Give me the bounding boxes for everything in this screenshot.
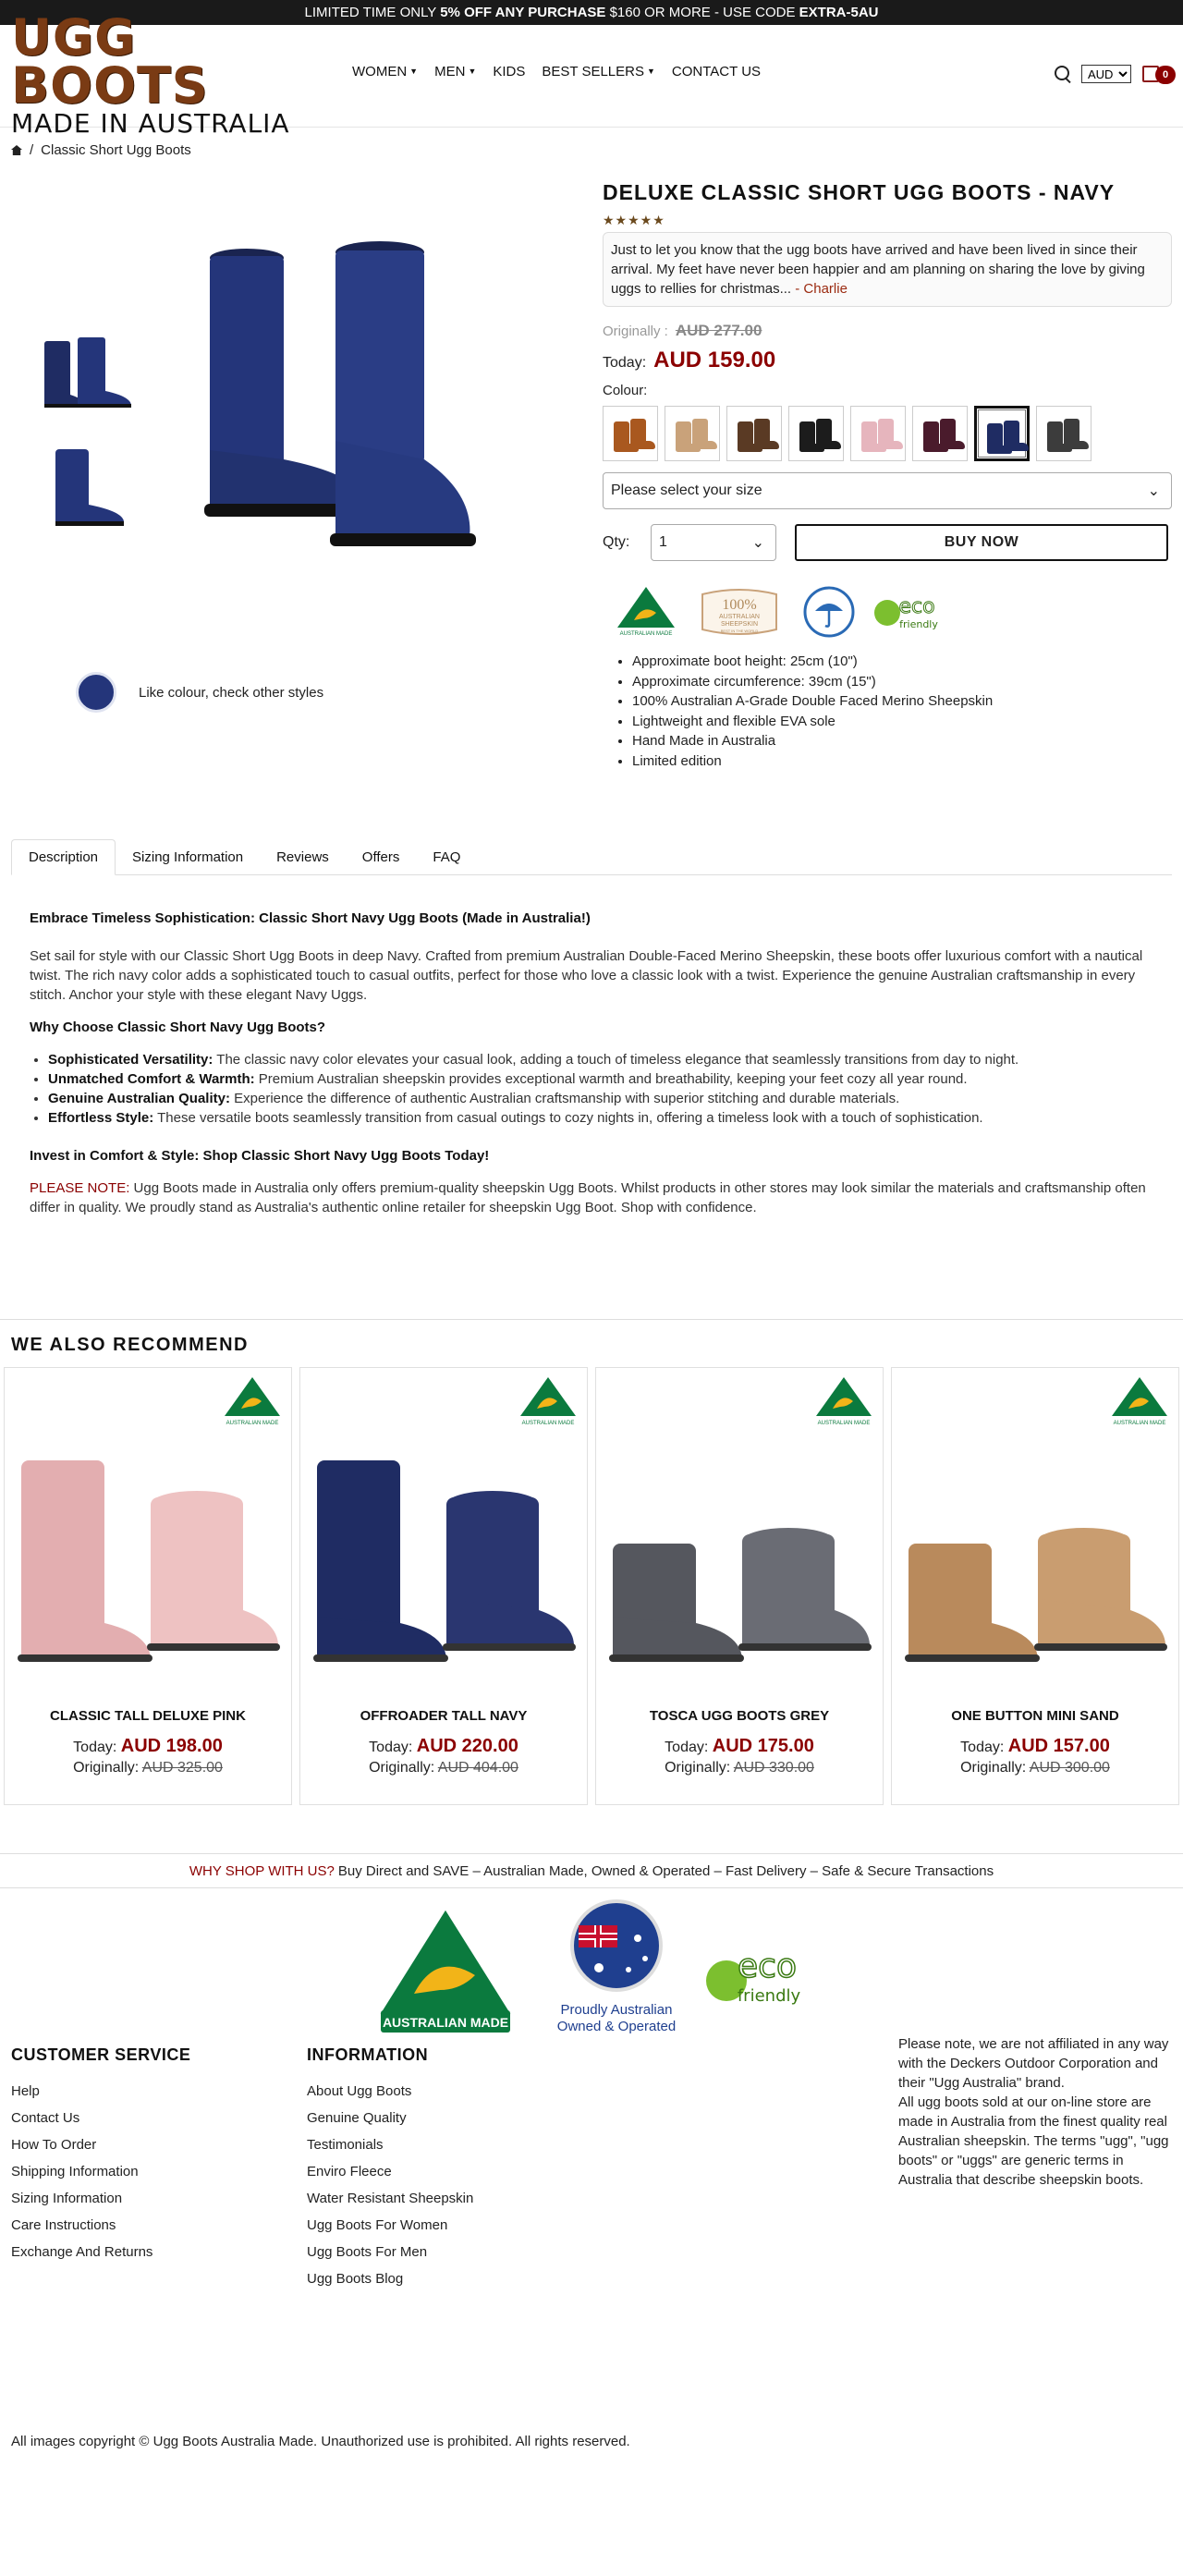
please-note-text: Ugg Boots made in Australia only offers premium-quality sheepskin Ugg Boots. Whilst products in other stores may look similar the materials and craftsmanship often differ in quality. We proudly stand as Australia's authentic online retailer for sheepskin Ugg Boot. Shop with confidence.	[30, 1180, 1146, 1215]
main-nav	[344, 64, 769, 79]
original-price: AUD 330.00	[733, 1760, 814, 1776]
nav-men-label: MEN	[434, 63, 466, 79]
badge-eco-text: eco	[898, 595, 935, 618]
caret-down-icon: ▼	[468, 67, 477, 76]
product-card-image	[899, 1442, 1171, 1673]
boot-shape	[816, 441, 841, 449]
information-title: INFORMATION	[307, 2045, 429, 2064]
original-label: Originally:	[73, 1760, 140, 1776]
product-card-original	[300, 1760, 587, 1776]
trust-badges	[603, 585, 1172, 639]
other-styles-link[interactable]	[76, 672, 323, 713]
badge-sheep-aus: AUSTRALIAN	[719, 614, 760, 620]
point-text: The classic navy color elevates your casual look, adding a touch of timeless elegance that seamlessly transitions from day to night.	[213, 1052, 1019, 1068]
product-card-image	[308, 1442, 579, 1673]
site-logo[interactable]	[11, 8, 318, 139]
copyright: All images copyright © Ugg Boots Australia Made. Unauthorized use is prohibited. All rights reserved.	[11, 2434, 630, 2449]
today-label: Today:	[960, 1740, 1005, 1755]
colour-swatches	[603, 406, 1172, 461]
boot-shape	[630, 441, 655, 449]
size-select[interactable]	[603, 472, 1172, 509]
product-section	[0, 173, 1183, 838]
description-heading: Embrace Timeless Sophistication: Classic Short Navy Ugg Boots (Made in Australia!)	[30, 910, 591, 926]
product-card[interactable]	[891, 1367, 1179, 1805]
tab-faq[interactable]: FAQ	[433, 848, 461, 865]
colour-swatch[interactable]	[850, 406, 906, 461]
product-card-original	[596, 1760, 883, 1776]
main-product-image[interactable]	[191, 238, 487, 570]
review-text: Just to let you know that the ugg boots have arrived and have been lived in since their arrival. My feet have never been happier and am planning on sharing the love by giving uggs to rellies for christmas...	[611, 242, 1145, 297]
caret-down-icon: ▼	[409, 67, 419, 76]
logo-line-2: MADE IN AUSTRALIA	[11, 108, 290, 139]
description-point	[48, 1108, 1153, 1128]
site-footer	[0, 2036, 1183, 2434]
buy-now-button[interactable]: BUY NOW	[795, 524, 1168, 561]
feature-list	[603, 652, 1172, 771]
colour-swatch[interactable]	[912, 406, 968, 461]
information-column	[307, 2045, 473, 2292]
australian-made-badge	[814, 1375, 873, 1427]
nav-men[interactable]	[426, 64, 484, 79]
nav-contact-label: CONTACT US	[671, 63, 762, 79]
footer-link[interactable]: About Ugg Boots	[307, 2083, 412, 2099]
promo-code: EXTRA-5AU	[799, 5, 879, 20]
product-card[interactable]	[299, 1367, 588, 1805]
footer-link[interactable]: Enviro Fleece	[307, 2164, 392, 2179]
colour-swatch[interactable]	[603, 406, 658, 461]
product-card-today	[892, 1736, 1178, 1757]
qty-value: 1	[659, 534, 667, 550]
product-card[interactable]	[4, 1367, 292, 1805]
footer-link[interactable]: Shipping Information	[11, 2164, 139, 2179]
footer-link[interactable]: Exchange And Returns	[11, 2244, 153, 2260]
australian-made-badge	[518, 1375, 578, 1427]
point-text: Experience the difference of authentic Australian craftsmanship with superior stitching and durable materials.	[229, 1091, 900, 1106]
proudly-australian-logo	[549, 1898, 684, 2045]
tab-description[interactable]: Description	[11, 839, 116, 875]
nav-kids-label: KIDS	[493, 63, 526, 79]
original-price: AUD 404.00	[437, 1760, 518, 1776]
customer-service-title: CUSTOMER SERVICE	[11, 2045, 191, 2064]
feature-item: • Hand Made in Australia	[632, 731, 1172, 751]
customer-service-links	[11, 2078, 190, 2265]
recommend-grid	[0, 1356, 1183, 1805]
cart-count-badge: 0	[1155, 66, 1176, 84]
product-card-name[interactable]: OFFROADER TALL NAVY	[360, 1708, 528, 1724]
recommend-title: WE ALSO RECOMMEND	[11, 1335, 249, 1355]
invest-heading: Invest in Comfort & Style: Shop Classic Short Navy Ugg Boots Today!	[30, 1148, 490, 1164]
boot-shape	[940, 441, 965, 449]
product-card-image	[12, 1442, 284, 1673]
badge-am-text: AUSTRALIAN MADE	[619, 631, 673, 637]
feature-item: • Limited edition	[632, 751, 1172, 772]
tab-reviews[interactable]: Reviews	[276, 848, 329, 865]
original-label: Originally:	[960, 1760, 1027, 1776]
description-intro: Set sail for style with our Classic Short Ugg Boots in deep Navy. Crafted from premium Australian Double-Faced Merino Sheepskin, these boots offer luxurious comfort with a nautical twist. The rich navy color adds a sophisticated touch to casual outfits, perfect for those who love a classic look with a twist. Experience the genuine Australian craftsmanship in every stitch. Anchor your style with these elegant Navy Uggs.	[30, 948, 1143, 1003]
product-card[interactable]	[595, 1367, 884, 1805]
nav-women[interactable]	[344, 64, 426, 79]
point-title: Effortless Style:	[48, 1110, 154, 1126]
product-card-original	[892, 1760, 1178, 1776]
point-title: Sophisticated Versatility:	[48, 1052, 213, 1068]
point-text: Premium Australian sheepskin provides exceptional warmth and breathability, keeping your feet cozy all year round.	[254, 1071, 968, 1087]
australian-made-badge	[616, 585, 677, 639]
footer-link[interactable]: Ugg Boots For Women	[307, 2217, 448, 2233]
product-title: DELUXE CLASSIC SHORT UGG BOOTS - NAVY	[603, 180, 1116, 204]
tab-sizing-information[interactable]: Sizing Information	[132, 848, 244, 865]
search-icon[interactable]	[1054, 65, 1072, 83]
why-shop-text: Buy Direct and SAVE – Australian Made, Owned & Operated – Fast Delivery – Safe & Secure Transactions	[337, 1862, 994, 1879]
eco-friendly-logo	[702, 1929, 817, 2021]
footer-link[interactable]: Water Resistant Sheepskin	[307, 2191, 474, 2206]
badge-friendly-text: friendly	[899, 618, 938, 630]
product-gallery	[11, 173, 603, 838]
why-choose-heading: Why Choose Classic Short Navy Ugg Boots?	[30, 1019, 326, 1035]
original-price: AUD 277.00	[675, 322, 762, 339]
header-actions	[1054, 62, 1176, 86]
today-price: AUD 175.00	[712, 1736, 814, 1756]
today-price: AUD 198.00	[120, 1736, 223, 1756]
original-label: Originally:	[665, 1760, 731, 1776]
breadcrumb-separator: /	[30, 142, 34, 158]
why-shop-label: WHY SHOP WITH US?	[189, 1862, 335, 1879]
why-shop-banner	[0, 1853, 1183, 1888]
home-icon[interactable]	[11, 145, 22, 155]
qty-label: Qty:	[603, 534, 630, 550]
trust-friendly-text: friendly	[737, 1986, 801, 2006]
product-card-name[interactable]: TOSCA UGG BOOTS GREY	[649, 1708, 830, 1724]
boot-shape	[754, 441, 779, 449]
today-price-row	[603, 348, 1172, 373]
trust-proud-line-1: Proudly Australian	[560, 2002, 673, 2018]
chevron-down-icon: ⌄	[1147, 483, 1160, 499]
trust-am-text: AUSTRALIAN MADE	[382, 2015, 509, 2030]
australian-made-badge	[1110, 1375, 1169, 1427]
today-label: Today:	[73, 1740, 117, 1755]
boot-shape	[692, 441, 717, 449]
badge-am-text: AUSTRALIAN MADE	[521, 1421, 575, 1426]
feature-item: • Approximate boot height: 25cm (10")	[632, 652, 1172, 672]
feature-item: • Approximate circumference: 39cm (15")	[632, 672, 1172, 692]
description-panel	[0, 875, 1183, 1319]
promo-discount: 5% OFF ANY PURCHASE	[440, 5, 606, 20]
description-point	[48, 1050, 1153, 1069]
colour-swatch[interactable]	[974, 406, 1030, 461]
nav-contact-us[interactable]	[664, 64, 769, 79]
description-points	[30, 1050, 1153, 1128]
footer-link[interactable]: Contact Us	[11, 2110, 80, 2126]
nav-kids[interactable]	[484, 64, 533, 79]
footer-link[interactable]: Care Instructions	[11, 2217, 116, 2233]
badge-sheep-sheepskin: SHEEPSKIN	[720, 621, 759, 628]
footer-link[interactable]: Help	[11, 2083, 40, 2099]
badge-sheep-100: 100%	[722, 597, 757, 613]
footer-disclaimer	[898, 2034, 1176, 2190]
colour-swatch[interactable]	[726, 406, 782, 461]
eco-friendly-badge	[872, 585, 950, 639]
boot-shape	[1064, 441, 1089, 449]
quantity-row	[603, 524, 1172, 561]
australian-made-badge	[223, 1375, 282, 1427]
boot-shape	[1004, 443, 1029, 451]
description-point	[48, 1069, 1153, 1089]
point-title: Unmatched Comfort & Warmth:	[48, 1071, 255, 1087]
product-tabs	[11, 838, 1172, 875]
footer-link[interactable]: Sizing Information	[11, 2191, 123, 2206]
boot-shape	[878, 441, 903, 449]
original-price: AUD 325.00	[141, 1760, 223, 1776]
product-card-name[interactable]: CLASSIC TALL DELUXE PINK	[50, 1708, 246, 1724]
colour-swatch[interactable]	[665, 406, 720, 461]
product-card-name[interactable]: ONE BUTTON MINI SAND	[951, 1708, 1119, 1724]
tab-offers[interactable]: Offers	[361, 848, 400, 865]
today-price-label: Today:	[603, 355, 647, 371]
today-label: Today:	[369, 1740, 413, 1755]
information-links	[307, 2078, 473, 2292]
disclaimer-para-2: All ugg boots sold at our on-line store are made in Australia from the finest quality real Australian sheepskin. The terms "ugg", "ugg boots" or "uggs" are generic terms in Australia that describe sheepskin boots.	[898, 2094, 1169, 2188]
review-quote	[603, 232, 1172, 307]
thumbnail-single[interactable]	[28, 436, 148, 538]
today-price: AUD 220.00	[416, 1736, 518, 1756]
size-placeholder: Please select your size	[611, 482, 762, 498]
disclaimer-para-1: Please note, we are not affiliated in any way with the Deckers Outdoor Corporation and their "Ugg Australia" brand.	[898, 2036, 1169, 2091]
product-card-original	[5, 1760, 291, 1776]
currency-select[interactable]	[1081, 65, 1131, 83]
australian-made-logo	[372, 1901, 519, 2040]
description-point	[48, 1089, 1153, 1108]
nav-best-sellers[interactable]	[533, 64, 664, 79]
logo-line-1: UGG BOOTS	[11, 8, 209, 115]
chevron-down-icon: ⌄	[751, 535, 764, 551]
review-author: - Charlie	[795, 281, 848, 297]
colour-swatch[interactable]	[1036, 406, 1092, 461]
trust-proud-line-2: Owned & Operated	[556, 2019, 677, 2034]
original-price: AUD 300.00	[1029, 1760, 1110, 1776]
footer-link[interactable]: Genuine Quality	[307, 2110, 407, 2126]
badge-am-text: AUSTRALIAN MADE	[1113, 1421, 1166, 1426]
thumbnail-pair[interactable]	[28, 321, 148, 422]
footer-link[interactable]: Testimonials	[307, 2137, 384, 2153]
colour-label: Colour:	[603, 383, 648, 398]
water-resistant-icon	[802, 585, 856, 639]
trust-eco-text: eco	[738, 1947, 797, 1985]
colour-dot-icon	[76, 672, 116, 713]
colour-swatch[interactable]	[788, 406, 844, 461]
today-label: Today:	[665, 1740, 709, 1755]
original-price-row	[603, 322, 1172, 340]
point-text: These versatile boots seamlessly transition from casual outings to cozy nights in, offering a timeless look with a touch of sophistication.	[153, 1110, 983, 1126]
product-card-today	[596, 1736, 883, 1757]
feature-item: • Lightweight and flexible EVA sole	[632, 712, 1172, 732]
trust-logos	[0, 1888, 1183, 2045]
original-label: Originally:	[369, 1760, 435, 1776]
nav-best-sellers-label: BEST SELLERS	[542, 63, 644, 79]
badge-am-text: AUSTRALIAN MADE	[226, 1421, 279, 1426]
australian-sheepskin-badge	[693, 585, 786, 639]
today-price: AUD 159.00	[653, 348, 776, 372]
caret-down-icon: ▼	[647, 67, 655, 76]
badge-sheep-best: BEST IN THE WORLD	[720, 629, 759, 633]
footer-link[interactable]: How To Order	[11, 2137, 97, 2153]
please-note	[30, 1178, 1153, 1217]
promo-text-1: LIMITED TIME ONLY	[304, 5, 441, 20]
feature-item: • 100% Australian A-Grade Double Faced Merino Sheepskin	[632, 691, 1172, 712]
footer-link[interactable]: Ugg Boots Blog	[307, 2271, 404, 2287]
please-note-label: PLEASE NOTE:	[30, 1180, 130, 1196]
today-price: AUD 157.00	[1007, 1736, 1110, 1756]
product-info	[603, 173, 1172, 771]
product-card-today	[5, 1736, 291, 1757]
other-styles-text: Like colour, check other styles	[139, 684, 324, 701]
product-card-image	[604, 1442, 875, 1673]
product-card-today	[300, 1736, 587, 1757]
badge-am-text: AUSTRALIAN MADE	[817, 1421, 871, 1426]
original-price-label: Originally :	[603, 324, 668, 339]
rating-stars-icon[interactable]: ★★★★★	[603, 213, 665, 227]
footer-link[interactable]: Ugg Boots For Men	[307, 2244, 428, 2260]
quantity-select[interactable]	[651, 524, 776, 561]
promo-text-2: $160 OR MORE - USE CODE	[605, 5, 799, 20]
nav-women-label: WOMEN	[352, 63, 408, 79]
breadcrumb-current[interactable]: Classic Short Ugg Boots	[41, 142, 191, 158]
customer-service-column	[11, 2045, 190, 2265]
cart-button[interactable]	[1140, 62, 1176, 86]
point-title: Genuine Australian Quality:	[48, 1091, 230, 1106]
